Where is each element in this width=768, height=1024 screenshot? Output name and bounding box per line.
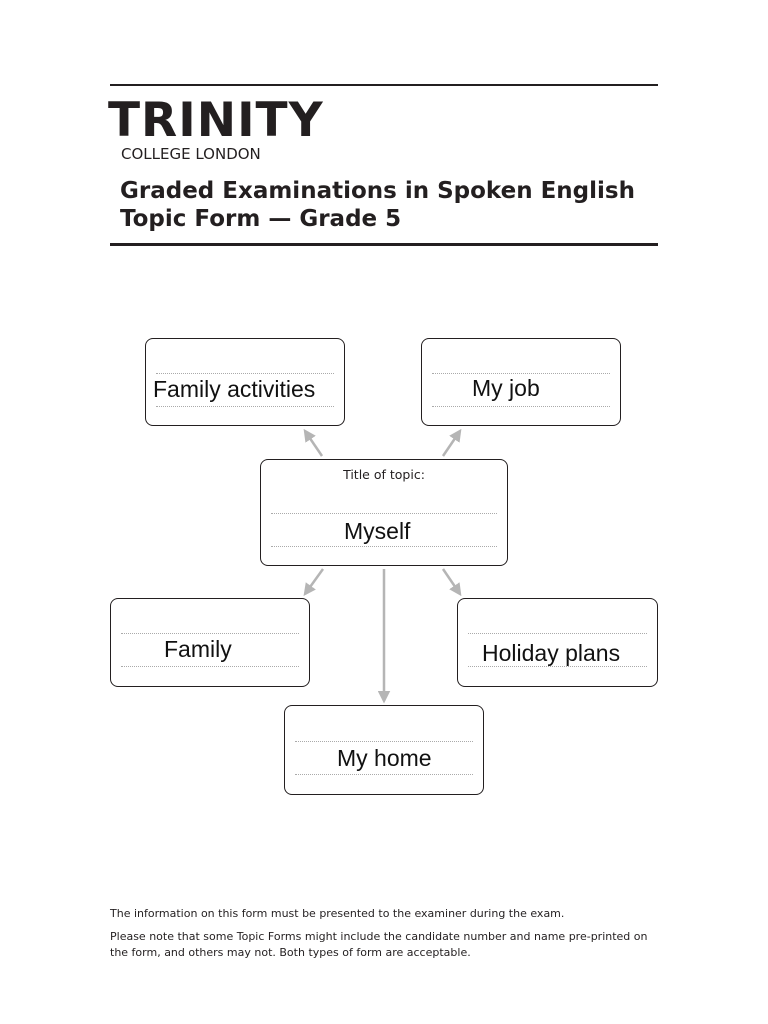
dotted-line (432, 373, 610, 374)
subtopic-my-home: My home (337, 745, 432, 771)
dotted-line (468, 666, 647, 667)
title-line-1: Graded Examinations in Spoken English (120, 178, 635, 204)
arrow-to-family (305, 569, 323, 594)
subtopic-box-family-activities (145, 338, 345, 426)
arrow-to-family-activities (305, 431, 322, 456)
dotted-line (295, 774, 473, 775)
dotted-line (271, 546, 497, 547)
footer-notice: The information on this form must be presented to the examiner during the exam. (110, 907, 565, 920)
dotted-line (121, 666, 299, 667)
subtopic-my-job: My job (472, 375, 540, 401)
subtopic-box-my-home (284, 705, 484, 795)
subtopic-holiday-plans: Holiday plans (482, 640, 621, 666)
footer-note (110, 929, 670, 960)
topic-box (260, 459, 508, 566)
arrow-to-my-job (443, 431, 460, 456)
subtopic-family: Family (164, 636, 232, 662)
footer-note-line-2: the form, and others may not. Both types of form are acceptable. (110, 945, 471, 959)
dotted-line (468, 633, 647, 634)
topic-title: Myself (344, 518, 411, 544)
dotted-line (432, 406, 610, 407)
logo-subtitle: COLLEGE LONDON (121, 145, 261, 163)
subtopic-box-holiday-plans (457, 598, 658, 687)
dotted-line (156, 373, 334, 374)
dotted-line (156, 406, 334, 407)
subtopic-box-family (110, 598, 310, 687)
arrow-to-holiday-plans (443, 569, 460, 594)
title-line-2: Topic Form — Grade 5 (120, 206, 402, 232)
footer-note-line-1: Please note that some Topic Forms might include the candidate number and name pre-printed on (110, 930, 648, 943)
subtopic-box-my-job (421, 338, 621, 426)
trinity-logo: TRINITY (108, 93, 324, 148)
subtopic-family-activities: Family activities (153, 376, 316, 402)
dotted-line (121, 633, 299, 634)
dotted-line (271, 513, 497, 514)
dotted-line (295, 741, 473, 742)
topic-label: Title of topic: (343, 467, 425, 482)
